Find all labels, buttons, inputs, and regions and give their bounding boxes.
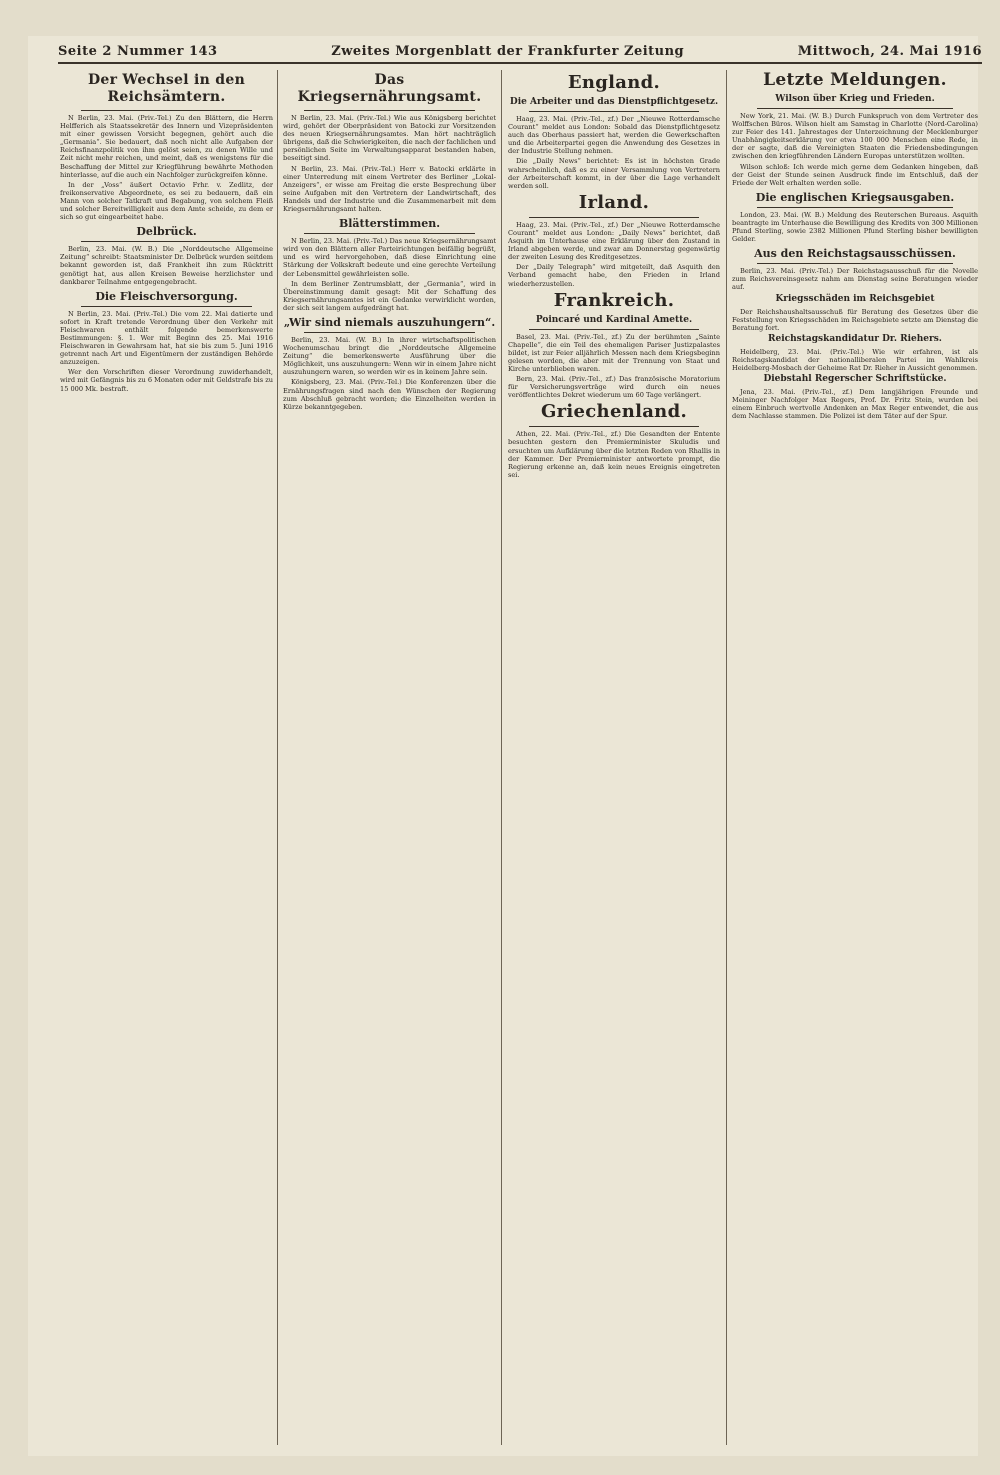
headline-rule [757, 263, 954, 264]
article-paragraph: Berlin, 23. Mai. (W. B.) In ihrer wirtschaftspolitischen Wochenumschau bringt die „Norddeutsche Allgemeine Zeitung“ die bemerkenswerte Ausführung über die Möglichkeit, uns auszuhungern: Wenn wir in einem Jahre nicht auszuhungern waren, so werden wir es in keinem Jahre sein. [283, 335, 496, 377]
article-paragraph: Athen, 22. Mai. (Priv.-Tel., zf.) Die Gesandten der Entente besuchten gestern den Premierminister Skuludis und ersuchten um Aufklärung über die letzten Reden von Rhallis in der Kammer. Der Premierminister antwortete prompt, die Regierung erkenne an, daß kein neues Ereignis eingetreten sei. [508, 430, 720, 479]
masthead-title: Zweites Morgenblatt der Frankfurter Zeitung [331, 43, 685, 59]
article-paragraph: N Berlin, 23. Mai. (Priv.-Tel.) Zu den Blättern, die Herrn Helfferich als Staatssekretär des Innern und Vizepräsidenten mit einer gewissen Vorsicht begegnen, gehört auch die „Germania“. Sie bedauert, daß noch nicht alle Aufgaben der Reichsfinanzpolitik von ihm gelöst seien, zu denen Wille und Zeit nicht mehr reichen, und meint, daß es wenigstens für die Beschaffung der Mittel zur Kriegführung bewährte Methoden hinterlasse, auf die auch ein Nachfolger zurückgreifen könne. [60, 114, 273, 179]
article-headline: Die englischen Kriegsausgaben. [755, 190, 955, 204]
article-paragraph: Königsberg, 23. Mai. (Priv.-Tel.) Die Konferenzen über die Ernährungsfragen sind nach den Wünschen der Regierung zum Abschluß gebracht worden; die Einzelheiten werden in Kürze bekanntgegeben. [283, 378, 496, 411]
column-4 [732, 70, 978, 1450]
article-paragraph: Wer den Vorschriften dieser Verordnung zuwiderhandelt, wird mit Gefängnis bis zu 6 Monaten oder mit Geldstrafe bis zu 15 000 Mk. bestraft. [60, 368, 273, 393]
article-paragraph: Heidelberg, 23. Mai. (Priv.-Tel.) Wie wir erfahren, ist als Reichstagskandidat der nationalliberalen Partei im Wahlkreis Heidelberg-Mosbach der Geheime Rat Dr. Rieher in Aussicht genommen. [732, 347, 978, 372]
article-paragraph: New York, 21. Mai. (W. B.) Durch Funkspruch von dem Vertreter des Wolffschen Büros. Wilson hielt am Samstag in Charlotte (Nord-Carolina) zur Feier des 141. Jahrestages der Unterzeichnung der Mecklenburger Unabhängigkeitserklärung vor etwa 100 000 Menschen eine Rede, in der er sagte, daß die Vereinigten Staaten die Friedensbedingungen zwischen den kriegführenden Ländern Europas unterstützen wollten. [732, 112, 978, 161]
article-paragraph: Berlin, 23. Mai. (W. B.) Die „Norddeutsche Allgemeine Zeitung“ schreibt: Staatsminister Dr. Delbrück wurden seitdem bekannt geworden ist, daß Frankheit ihn zum Rücktritt genötigt hat, aus allen Kreisen Beweise herzlichster und dankbarer Teilnahme entgegengebracht. [60, 245, 273, 286]
article-paragraph: Der „Daily Telegraph“ wird mitgeteilt, daß Asquith den Verband gemacht habe, den Frieden in Irland wiederherzustellen. [508, 263, 720, 288]
section-title: Letzte Meldungen. [763, 70, 947, 90]
article-paragraph: Bern, 23. Mai. (Priv.-Tel., zf.) Das französische Moratorium für Versicherungsverträge wird durch ein neues veröffentlichtes Dekret wiederum um 60 Tage verlängert. [508, 375, 720, 400]
article-headline: Aus den Reichstagsausschüssen. [754, 247, 956, 261]
headline-rule [81, 306, 251, 307]
headline-rule [529, 329, 699, 330]
article-paragraph: Haag, 23. Mai. (Priv.-Tel., zf.) Der „Nieuwe Rotterdamsche Courant“ meldet aus London: „Daily News“ berichtet, daß Asquith im Unterhause eine Erklärung über den Zustand in Irland abgeben werde, und zwar am Donnerstag gegenwärtig der zweiten Lesung des Kreditgesetzes. [508, 220, 720, 262]
article-subheadline: Diebstahl Regerscher Schriftstücke. [763, 374, 947, 385]
article-paragraph: Der Reichshaushaltsausschuß für Beratung des Gesetzes über die Feststellung von Kriegsschäden im Reichsgebiete setzte am Dienstag die Beratung fort. [732, 307, 978, 332]
article-headline: Frankreich. [553, 289, 675, 311]
headline-rule [304, 332, 474, 333]
article-headline: Griechenland. [540, 401, 688, 423]
section-header [732, 70, 978, 90]
column-divider [277, 70, 278, 1445]
column-3 [508, 70, 720, 1450]
headline-rule [757, 108, 954, 109]
column-divider [501, 70, 502, 1445]
issue-date: Mittwoch, 24. Mai 1916 [797, 43, 982, 59]
article-paragraph: London, 23. Mai. (W. B.) Meldung des Reuterschen Bureaus. Asquith beantragte im Unterhause die Bewilligung des Kredits von 300 Millionen Pfund Sterling, sowie 2382 Millionen Pfund Sterling bisher bewilligten Gelder. [732, 210, 978, 244]
article-paragraph: Wilson schloß: Ich werde mich gerne dem Gedanken hingeben, daß der Geist der Stunde seinen Ausdruck finde im Entschluß, daß der Friede der Welt erhalten werden solle. [732, 162, 978, 187]
column-divider [726, 70, 727, 1445]
article-headline: Das Kriegsernährungsamt. [297, 72, 482, 105]
headline-rule [304, 233, 474, 234]
article-headline: „Wir sind niemals auszuhungern“. [283, 315, 496, 329]
headline-rule [81, 110, 251, 111]
headline-rule [529, 426, 699, 427]
article-subheadline: Poincaré und Kardinal Amette. [535, 314, 693, 325]
article-subheadline: Reichstagskandidatur Dr. Riehers. [768, 333, 942, 344]
article-subheadline: Wilson über Krieg und Frieden. [775, 94, 935, 104]
article-paragraph: N Berlin, 23. Mai. (Priv.-Tel.) Die vom 22. Mai datierte und sofort in Kraft tretende Verordnung über den Verkehr mit Fleischwaren enthält folgende bemerkenswerte Bestimmungen: §. 1. Wer mit Beginn des 25. Mai 1916 Fleischwaren in Gewahrsam hat, hat sie bis zum 5. Juni 1916 getrennt nach Art und Eigentümern der zuständigen Behörde anzuzeigen. [60, 309, 273, 367]
article-paragraph: Jena, 23. Mai. (Priv.-Tel., zf.) Dem langjährigen Freunde und Meininger Nachfolger Max Regers, Prof. Dr. Fritz Stein, wurden bei einem Einbruch wertvolle Andenken an Max Reger entwendet, die aus dem Nachlasse stammen. Die Polizei ist dem Täter auf der Spur. [732, 388, 978, 421]
article-paragraph: In dem Berliner Zentrumsblatt, der „Germania“, wird in Übereinstimmung damit gesagt: Mit der Schaffung des Kriegsernährungsamtes ist ein Gedanke verwirklicht worden, der sich seit langem aufgedrängt hat. [283, 279, 496, 312]
headline-rule [529, 111, 699, 112]
article-headline: Blätterstimmen. [338, 217, 441, 231]
headline-rule [81, 241, 251, 242]
article-subheadline: Die Arbeiter und das Dienstpflichtgesetz. [509, 97, 719, 107]
article-paragraph: Basel, 23. Mai. (Priv.-Tel., zf.) Zu der berühmten „Sainte Chapelle“, die ein Teil des ehemaligen Pariser Justizpalastes bildet, ist zur Feier alljährlich Messen nach dem Kriegsbeginn gelesen worden, die aber mit der Trennung von Staat und Kirche unterblieben waren. [508, 332, 720, 373]
headline-rule [529, 217, 699, 218]
article-headline: Delbrück. [136, 225, 197, 239]
column-2 [283, 70, 496, 1450]
article-headline: England. [567, 72, 661, 93]
headline-rule [757, 207, 954, 208]
article-paragraph: Die „Daily News“ berichtet: Es ist in höchsten Grade wahrscheinlich, daß es zu einer Versammlung von Vertretern der Arbeiterschaft kommt, in der über die Lage verhandelt werden soll. [508, 157, 720, 190]
article-headline: Die Fleischversorgung. [95, 289, 238, 303]
article-paragraph: N Berlin, 23. Mai. (Priv.-Tel.) Wie aus Königsberg berichtet wird, gehört der Oberpräsident von Batocki zur Vorsitzenden des neuen Kriegsernährungsamtes. Man hört nachträglich übrigens, daß die Schwierigkeiten, die nach der fachlichen und persönlichen Seite im Verwaltungsapparat bestanden haben, beseitigt sind. [283, 114, 496, 163]
article-paragraph: In der „Voss“ äußert Octavio Frhr. v. Zedlitz, der freikonservative Abgeordnete, es sei zu bedauern, daß ein Mann von solcher Tatkraft und Begabung, von solchem Fleiß und solcher Bereitwilligkeit aus dem Amte scheide, zu dem er sich so gut eingearbeitet habe. [60, 180, 273, 222]
article-paragraph: Haag, 23. Mai. (Priv.-Tel., zf.) Der „Nieuwe Rotterdamsche Courant“ meldet aus London: Sobald das Dienstpflichtgesetz auch das Oberhaus passiert hat, werden die Gewerkschaften und die Arbeiterpartei gegen die Anwendung des Gesetzes in der Industrie Stellung nehmen. [508, 115, 720, 156]
article-subheadline: Kriegsschäden im Reichsgebiet [775, 293, 935, 304]
header-rule [58, 62, 982, 64]
article-paragraph: N Berlin, 23. Mai. (Priv.-Tel.) Herr v. Batocki erklärte in einer Unterredung mit einem Vertreter des Berliner „Lokal-Anzeigers“, er wisse am Freitag die erste Besprechung über seine Aufgaben mit den Vertretern der Landwirtschaft, des Handels und der Industrie und die Zusammenarbeit mit dem Kriegsernährungsamt halten. [283, 164, 496, 214]
column-1 [60, 70, 273, 1450]
article-paragraph: Berlin, 23. Mai. (Priv.-Tel.) Der Reichstagsausschuß für die Novelle zum Reichsvereinsgesetz nahm am Dienstag seine Beratungen wieder auf. [732, 267, 978, 292]
article-headline: Irland. [578, 191, 650, 213]
article-paragraph: N Berlin, 23. Mai. (Priv.-Tel.) Das neue Kriegsernährungsamt wird von den Blättern aller Parteirichtungen beifällig begrüßt, und es wird hervorgehoben, daß diese Einrichtung eine Stärkung der Volkskraft bedeute und eine gerechte Verteilung der Lebensmittel gewährleisten solle. [283, 237, 496, 278]
headline-rule [304, 110, 474, 111]
page-header [58, 40, 982, 62]
article-headline: Der Wechsel in den Reichsämtern. [87, 72, 246, 105]
page-number-label: Seite 2 Nummer 143 [58, 43, 218, 59]
